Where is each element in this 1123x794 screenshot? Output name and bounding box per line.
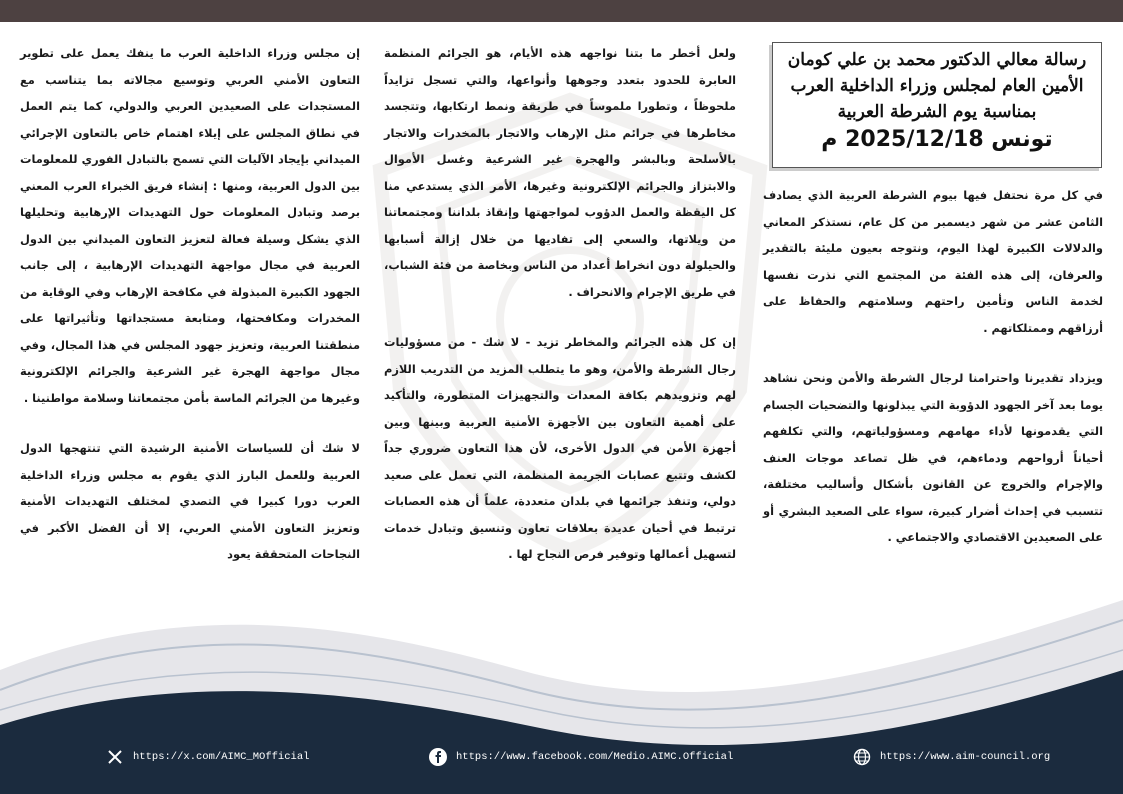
website-link[interactable]: [852, 744, 1050, 770]
paragraph: ولعل أخطر ما بتنا نواجهه هذه الأيام، هو الجرائم المنظمة العابرة للحدود بتعدد وجوهها وأنواعها، والتي تسجل تزايداً ملحوظاً ، وتطورا ملموساً في طريقة ونمط ارتكابها، وتتجسد مخاطرها في جرائم مثل الإرهاب والاتجار بالمخدرات والاتجار بالأسلحة وبالبشر والهجرة غير الشرعية وغسل الأموال والابتزاز والجرائم الإلكترونية وغيرها، الأمر الذي يستدعي منا كل اليقظة والعمل الدؤوب لمواجهتها وإنقاذ بلداننا ومجتمعاتنا من ويلاتها، والسعي إلى تفاديها من خلال إزالة أسبابها والحيلولة دون انخراط أعداد من الناس وبخاصة من فئة الشباب، في طريق الإجرام والانحراف .: [384, 46, 736, 299]
title-line-3: بمناسبة يوم الشرطة العربية: [837, 102, 1037, 122]
facebook-url: https://www.facebook.com/Medio.AIMC.Official: [456, 751, 734, 763]
column-left: [20, 40, 360, 568]
x-logo-icon: [105, 747, 125, 767]
paragraph: ويزداد تقديرنا واحترامنا لرجال الشرطة والأمن ونحن نشاهد يوما بعد آخر الجهود الدؤوبة التي يبذلونها والتضحيات الجسام التي يقدمونها لأداء مهامهم ومسؤولياتهم، والتي تكلفهم أحياناً أرواحهم ودماءهم، في ظل تصاعد موجات العنف والإجرام والخروج عن القانون بأشكال وأساليب مختلفة، تتسبب في إحداث أضرار كبيرة، سواء على الصعيد البشري أو على الصعيدين الاقتصادي والاجتماعي .: [763, 371, 1103, 544]
title-line-2: الأمين العام لمجلس وزراء الداخلية العرب: [790, 76, 1084, 96]
paragraph: لا شك أن للسياسات الأمنية الرشيدة التي تنتهجها الدول العربية وللعمل البارز الذي يقوم به مجلس وزراء الداخلية العرب دورا كبيرا في التصدي لمختلف التهديدات الأمنية وتعزيز التعاون الأمني العربي، إلا أن الفضل الأكبر في النجاحات المتحققة يعود: [20, 441, 360, 561]
x-url: https://x.com/AIMC_MOfficial: [133, 751, 310, 763]
footer-links: [0, 744, 1123, 770]
paragraph: إن مجلس وزراء الداخلية العرب ما ينفك يعمل على تطوير التعاون الأمني العربي وتوسيع مجالاته بما يتناسب مع المستجدات على الصعيدين العربي والدولي، كما يتم العمل في نطاق المجلس على إيلاء اهتمام خاص بالتعاون الإجرائي الميداني بإيجاد الآليات التي تسمح بالتبادل الفوري للمعلومات بين الدول العربية، ومنها : إنشاء فريق الخبراء العرب المعني برصد وتبادل المعلومات حول التهديدات الإرهابية وتحليلها الذي يشكل وسيلة فعالة لتعزيز التعاون الميداني بين الدول العربية في مجال مواجهة التهديدات الإرهابية ، إلى جانب الجهود الكبيرة المبذولة في مكافحة الإرهاب وفي الوقاية من المخدرات ومكافحتها، ومتابعة مستجداتها وتأثيراتها على منطقتنا العربية، وتعزيز جهود المجلس في هذا المجال، وفي مجال مواجهة الهجرة غير الشرعية والجرائم الإلكترونية وغيرها من الجرائم الماسة بأمن مجتمعاتنا وسلامة مواطنينا .: [20, 46, 360, 405]
top-bar: [0, 0, 1123, 22]
globe-icon: [852, 747, 872, 767]
title-place-date: تونس 2025/12/18 م: [821, 127, 1053, 152]
facebook-icon: [428, 747, 448, 767]
title-box: [772, 42, 1102, 168]
title-line-1: رسالة معالي الدكتور محمد بن علي كومان: [787, 50, 1087, 70]
column-middle: [384, 40, 736, 568]
paragraph: في كل مرة نحتفل فيها بيوم الشرطة العربية الذي يصادف الثامن عشر من شهر ديسمبر من كل عام، نستذكر المعاني والدلالات الكبيرة لهذا اليوم، ونتوجه بعيون مليئة بالتقدير والعرفان، إلى هذه الفئة من المجتمع التي نذرت نفسها لخدمة الناس وتأمين راحتهم وسلامتهم والحفاظ على أرزاقهم وممتلكاتهم .: [763, 188, 1103, 335]
column-right: [763, 182, 1103, 551]
paragraph: إن كل هذه الجرائم والمخاطر تزيد - لا شك - من مسؤوليات رجال الشرطة والأمن، وهو ما يتطلب المزيد من التدريب اللازم لهم وتزويدهم بكافة المعدات والتجهيزات المتطورة، والتأكيد على أهمية التعاون بين الأجهزة الأمنية العربية وبينها وبين أجهزة الأمن في الدول الأخرى، لأن هذا التعاون ضروري جداً لكشف وتتبع عصابات الجريمة المنظمة، التي تعمل على صعيد دولي، وتنفذ جرائمها في بلدان متعددة، علماً أن هذه العصابات ترتبط في أحيان عديدة بعلاقات تعاون وتنسيق وتبادل خدمات لتسهيل أعمالها وتوفير فرص النجاح لها .: [384, 335, 736, 561]
facebook-link[interactable]: [428, 744, 733, 770]
website-url: https://www.aim-council.org: [880, 751, 1051, 763]
x-link[interactable]: [105, 744, 309, 770]
